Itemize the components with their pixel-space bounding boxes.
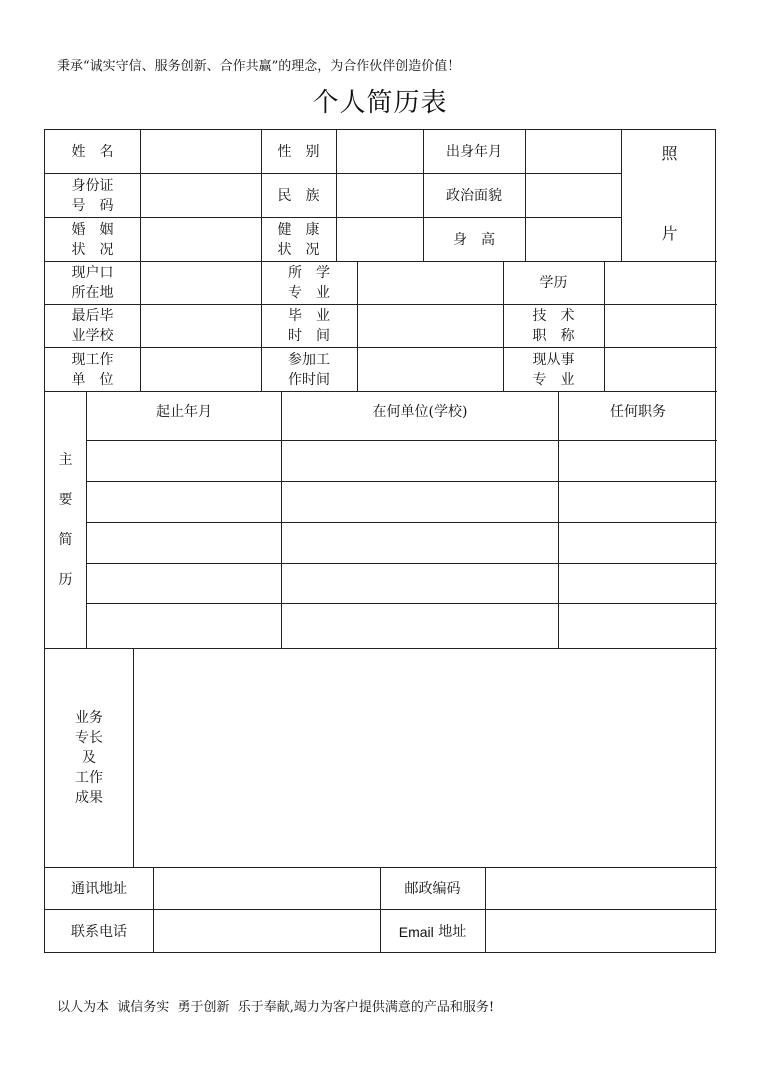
current-field-label <box>503 348 604 391</box>
technical-title-label <box>503 305 604 347</box>
resume-side-label <box>45 392 86 648</box>
resume-side-char-4: 历 <box>58 572 73 588</box>
health-label-line2: 状 况 <box>277 241 320 258</box>
graduation-time-label-line2: 时 间 <box>288 328 330 344</box>
last-school-label-line2: 业学校 <box>71 328 114 344</box>
hukou-location-label-line2: 所在地 <box>71 285 114 301</box>
current-field-label-line2: 专 业 <box>532 371 575 388</box>
resume-row-1-period[interactable] <box>87 441 281 481</box>
gender-field[interactable] <box>337 130 423 173</box>
birth-date-field[interactable] <box>526 130 621 173</box>
marital-status-label <box>45 218 140 261</box>
resume-side-char-3: 简 <box>58 532 73 548</box>
page-title: 个人简历表 <box>312 88 448 118</box>
graduation-time-label <box>261 305 357 347</box>
political-status-field[interactable] <box>526 174 621 217</box>
graduation-time-label-line1: 毕 业 <box>288 308 330 324</box>
current-field-field[interactable] <box>605 348 717 391</box>
current-employer-label-line2: 单 位 <box>71 371 114 388</box>
email-field[interactable] <box>486 910 717 953</box>
ethnicity-label: 民 族 <box>277 187 320 204</box>
phone-field[interactable] <box>154 910 380 953</box>
resume-row-4-organization[interactable] <box>282 564 558 603</box>
last-school-label <box>45 305 140 347</box>
marital-status-field[interactable] <box>141 218 261 261</box>
achievements-label-line3: 及 <box>82 750 96 766</box>
motto-top: 秉承“诚实守信、服务创新、合作共赢”的理念，为合作伙伴创造价值！ <box>57 59 461 74</box>
hukou-location-label-line1: 现户口 <box>71 265 114 281</box>
id-number-label-line2: 号 码 <box>71 197 114 214</box>
resume-row-5-organization[interactable] <box>282 604 558 648</box>
marital-status-label-line2: 状 况 <box>71 241 114 258</box>
education-label: 学历 <box>539 275 568 291</box>
major-label-line2: 专 业 <box>288 285 330 301</box>
current-employer-label-line1: 现工作 <box>71 351 114 368</box>
health-field[interactable] <box>337 218 423 261</box>
email-label-en: Email <box>398 923 434 940</box>
achievements-label-line2: 专长 <box>75 730 103 746</box>
major-label-line1: 所 学 <box>288 265 330 281</box>
last-school-label-line1: 最后毕 <box>71 308 114 324</box>
email-label-cn: 地址 <box>433 923 467 940</box>
id-number-label <box>45 174 140 217</box>
marital-status-label-line1: 婚 姻 <box>71 221 114 238</box>
current-field-label-line1: 现从事 <box>532 351 575 368</box>
current-employer-label <box>45 348 140 391</box>
resume-form <box>44 129 716 953</box>
education-field[interactable] <box>605 262 717 304</box>
photo-label-top: 照 <box>661 144 678 163</box>
achievements-field[interactable] <box>134 649 717 867</box>
hukou-location-field[interactable] <box>141 262 261 304</box>
health-label-line1: 健 康 <box>277 221 320 238</box>
resume-row-3-position[interactable] <box>559 523 717 563</box>
last-school-field[interactable] <box>141 305 261 347</box>
ethnicity-field[interactable] <box>337 174 423 217</box>
motto-bottom: 以人为本 诚信务实 勇于创新 乐于奉献,竭力为客户提供满意的产品和服务! <box>57 1000 495 1015</box>
graduation-time-field[interactable] <box>358 305 503 347</box>
name-label: 姓 名 <box>71 143 114 160</box>
work-start-label <box>261 348 357 391</box>
achievements-label <box>45 649 133 867</box>
current-employer-field[interactable] <box>141 348 261 391</box>
photo-label-bottom: 片 <box>661 224 678 243</box>
id-number-label-line1: 身份证 <box>71 177 114 194</box>
political-status-label: 政治面貌 <box>446 187 502 204</box>
resume-col-period: 起止年月 <box>156 404 212 420</box>
resume-row-1-organization[interactable] <box>282 441 558 481</box>
technical-title-label-line1: 技 术 <box>532 308 575 324</box>
work-start-label-line1: 参加工 <box>288 351 330 368</box>
achievements-label-line1: 业务 <box>75 710 103 726</box>
resume-row-3-period[interactable] <box>87 523 281 563</box>
resume-row-5-position[interactable] <box>559 604 717 648</box>
major-field[interactable] <box>358 262 503 304</box>
resume-row-2-period[interactable] <box>87 482 281 522</box>
resume-col-organization: 在何单位(学校) <box>372 404 468 420</box>
name-field[interactable] <box>141 130 261 173</box>
address-label: 通讯地址 <box>71 880 127 897</box>
achievements-label-line5: 成果 <box>75 790 103 806</box>
gender-label: 性 别 <box>277 143 320 160</box>
work-start-field[interactable] <box>358 348 503 391</box>
technical-title-label-line2: 职 称 <box>532 328 575 344</box>
health-label <box>261 218 336 261</box>
achievements-label-line4: 工作 <box>75 770 103 786</box>
resume-row-4-position[interactable] <box>559 564 717 603</box>
major-label <box>261 262 357 304</box>
email-label <box>380 910 485 953</box>
resume-row-5-period[interactable] <box>87 604 281 648</box>
address-field[interactable] <box>154 868 380 909</box>
resume-row-2-organization[interactable] <box>282 482 558 522</box>
resume-col-position: 任何职务 <box>610 404 666 420</box>
resume-row-2-position[interactable] <box>559 482 717 522</box>
height-label: 身 高 <box>453 231 495 248</box>
id-number-field[interactable] <box>141 174 261 217</box>
resume-row-1-position[interactable] <box>559 441 717 481</box>
hukou-location-label <box>45 262 140 304</box>
postcode-label: 邮政编码 <box>404 880 461 897</box>
resume-side-char-1: 主 <box>58 452 73 468</box>
phone-label: 联系电话 <box>71 923 127 940</box>
technical-title-field[interactable] <box>605 305 717 347</box>
resume-row-3-organization[interactable] <box>282 523 558 563</box>
resume-side-char-2: 要 <box>58 492 73 508</box>
work-start-label-line2: 作时间 <box>288 371 330 388</box>
resume-row-4-period[interactable] <box>87 564 281 603</box>
postcode-field[interactable] <box>486 868 717 909</box>
height-field[interactable] <box>526 218 621 261</box>
birth-date-label: 出身年月 <box>446 143 502 160</box>
